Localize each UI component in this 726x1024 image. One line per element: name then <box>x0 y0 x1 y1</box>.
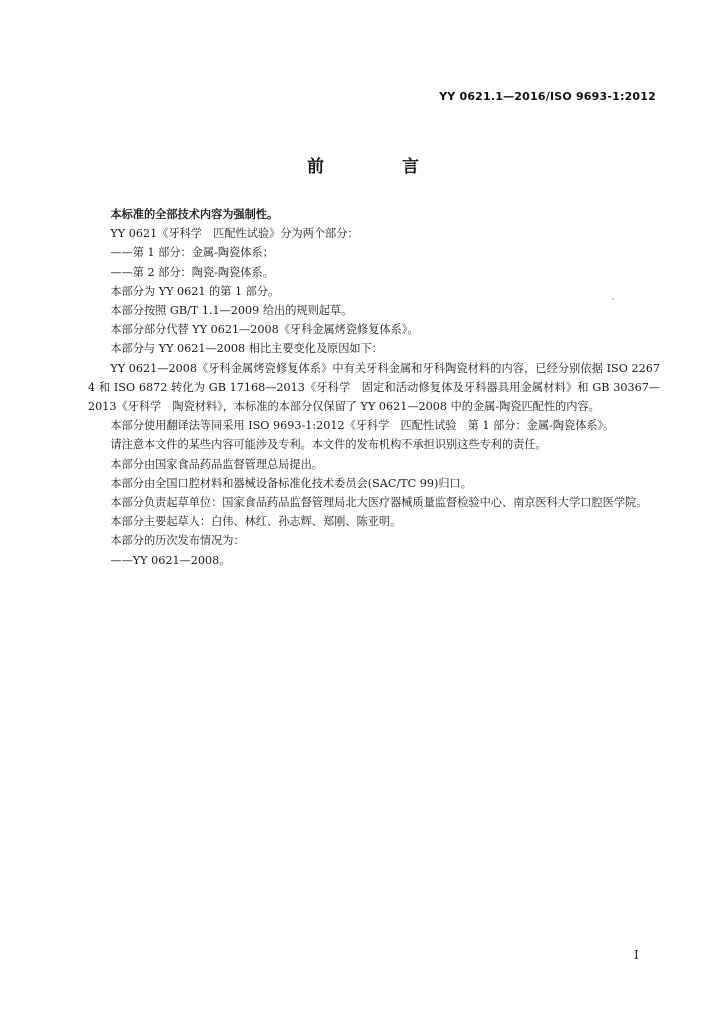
scan-speck <box>612 298 614 300</box>
paragraph-part-2-item: ——第 2 部分：陶瓷-陶瓷体系。 <box>110 265 274 279</box>
page-number: I <box>634 948 639 962</box>
paragraph-history-item: ——YY 0621—2008。 <box>110 553 231 567</box>
paragraph-history-intro: 本部分的历次发布情况为： <box>110 534 245 548</box>
paragraph-patent-notice: 请注意本文件的某些内容可能涉及专利。本文件的发布机构不承担识别这些专利的责任。 <box>110 438 547 452</box>
paragraph-drafters: 本部分主要起草人：白伟、林红、孙志辉、郑刚、陈亚明。 <box>110 515 402 529</box>
paragraph-replaces: 本部分部分代替 YY 0621—2008《牙科金属烤瓷修复体系》。 <box>110 323 419 337</box>
standard-code: YY 0621.1—2016/ISO 9693-1:2012 <box>439 90 656 103</box>
paragraph-responsible-committee: 本部分由全国口腔材料和器械设备标准化技术委员会(SAC/TC 99)归口。 <box>110 476 472 490</box>
paragraph-mandatory-statement: 本标准的全部技术内容为强制性。 <box>110 208 279 221</box>
paragraph-part-identity: 本部分为 YY 0621 的第 1 部分。 <box>110 284 280 298</box>
paragraph-parts-intro: YY 0621《牙科学 匹配性试验》分为两个部分： <box>110 227 359 241</box>
paragraph-proposed-by: 本部分由国家食品药品监督管理总局提出。 <box>110 457 323 471</box>
paragraph-drafting-units: 本部分负责起草单位：国家食品药品监督管理局北大医疗器械质量监督检验中心、南京医科大学口腔医学院。 <box>110 496 648 510</box>
paragraph-drafting-rules: 本部分按照 GB/T 1.1—2009 给出的规则起草。 <box>110 304 353 318</box>
paragraph-part-1-item: ——第 1 部分：金属-陶瓷体系； <box>110 246 274 260</box>
paragraph-changes-detail: YY 0621—2008《牙科金属烤瓷修复体系》中有关牙科金属和牙科陶瓷材料的内容，已经分别依据 ISO 22674 和 ISO 6872 转化为 GB 17168—2013《牙科学 固定和活动修复体及牙科器具用金属材料》和 GB 30367—2013《牙科学 陶瓷材料》，本标准的本部分仅保留了 YY 0621—2008 中的金属-陶瓷匹配性的内容。 <box>88 361 660 414</box>
paragraph-adoption: 本部分使用翻译法等同采用 ISO 9693-1:2012《牙科学 匹配性试验 第 1 部分：金属-陶瓷体系》。 <box>110 419 615 433</box>
paragraph-changes-intro: 本部分与 YY 0621—2008 相比主要变化及原因如下： <box>110 342 383 356</box>
foreword-body <box>88 205 660 570</box>
page-title: 前 言 <box>307 157 455 177</box>
